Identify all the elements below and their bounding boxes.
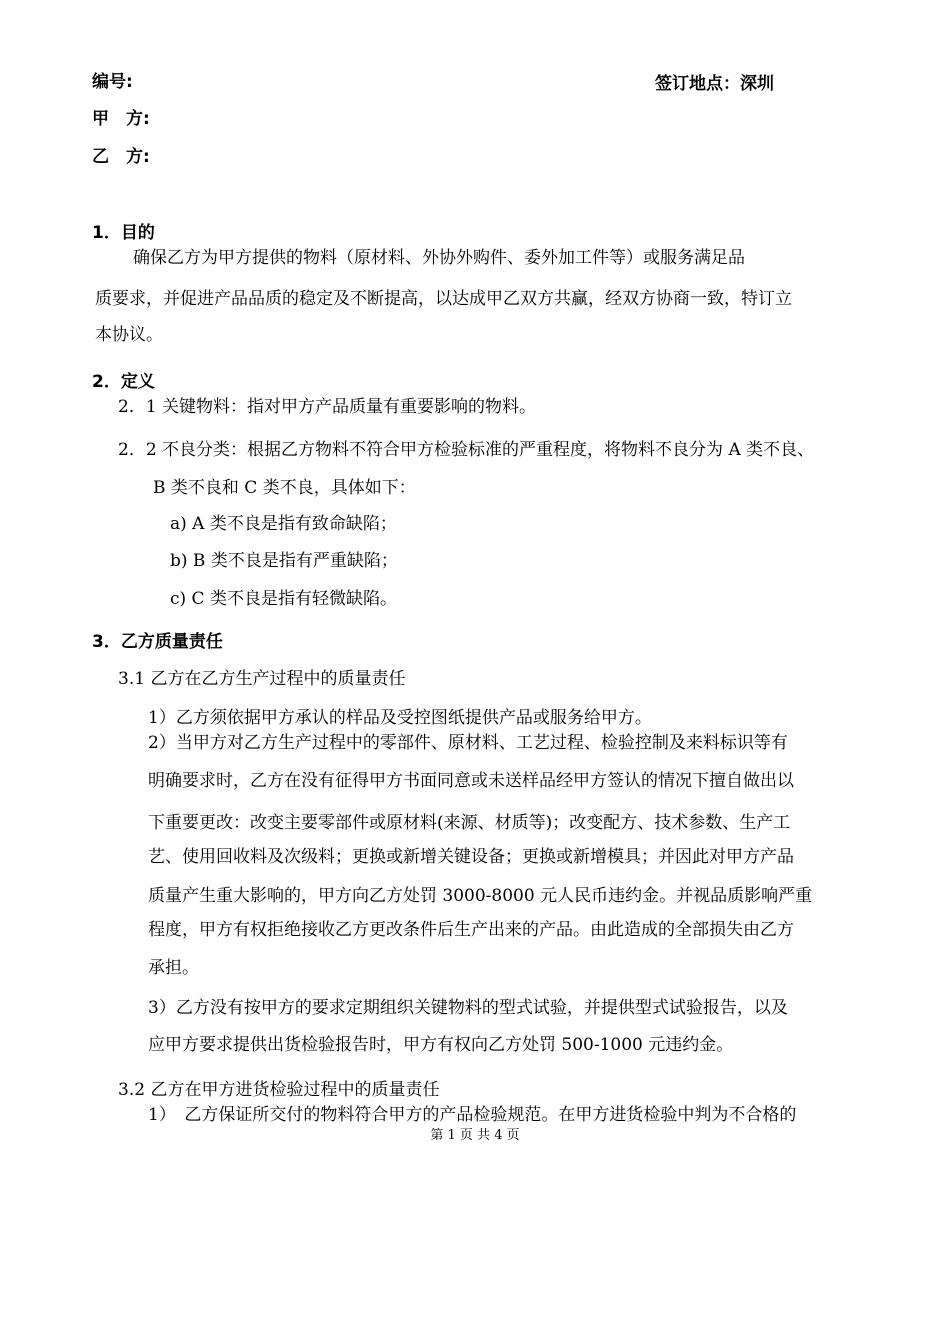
party-a-label: 甲 方: [92,109,150,129]
clause-3-1-2-line: 承担。 [148,958,199,978]
section-3-heading: 3．乙方质量责任 [92,632,223,652]
defect-class-b: b) B 类不良是指有严重缺陷； [170,551,398,571]
clause-3-1-2-line: 程度，甲方有权拒绝接收乙方更改条件后生产出来的产品。由此造成的全部损失由乙方 [148,920,794,940]
clause-3-2-1: 1） 乙方保证所交付的物料符合甲方的产品检验规范。在甲方进货检验中判为不合格的 [148,1105,797,1125]
subsection-3-2-title: 3.2 乙方在甲方进货检验过程中的质量责任 [118,1080,440,1100]
sign-place-label: 签订地点：深圳 [655,74,774,94]
clause-3-1-2-line: 质量产生重大影响的，甲方向乙方处罚 3000-8000 元人民币违约金。并视品质影响严重 [148,886,813,906]
section-1-line: 确保乙方为甲方提供的物料（原材料、外协外购件、委外加工件等）或服务满足品 [133,248,745,268]
definition-defect-class: 2．2 不良分类：根据乙方物料不符合甲方检验标准的严重程度，将物料不良分为 A 类不良、 [118,440,815,460]
clause-3-1-2-line: 下重要更改：改变主要零部件或原材料(来源、材质等)；改变配方、技术参数、生产工 [148,813,791,833]
clause-3-1-2-line: 2）当甲方对乙方生产过程中的零部件、原材料、工艺过程、检验控制及来料标识等有 [148,733,788,753]
defect-class-c: c) C 类不良是指有轻微缺陷。 [170,589,397,609]
contract-number-label: 编号: [92,72,133,92]
section-1-heading: 1．目的 [92,223,155,243]
section-2-heading: 2．定义 [92,372,155,392]
definition-key-material: 2．1 关键物料：指对甲方产品质量有重要影响的物料。 [118,397,537,417]
defect-class-a: a) A 类不良是指有致命缺陷； [170,514,397,534]
clause-3-1-3-line: 应甲方要求提供出货检验报告时，甲方有权向乙方处罚 500-1000 元违约金。 [148,1035,734,1055]
section-1-line: 本协议。 [95,325,163,345]
clause-3-1-3-line: 3）乙方没有按甲方的要求定期组织关键物料的型式试验，并提供型式试验报告，以及 [148,998,788,1018]
page-number-footer: 第 1 页 共 4 页 [430,1128,520,1143]
clause-3-1-1: 1）乙方须依据甲方承认的样品及受控图纸提供产品或服务给甲方。 [148,708,652,728]
subsection-3-1-title: 3.1 乙方在乙方生产过程中的质量责任 [118,669,406,689]
clause-3-1-2-line: 艺、使用回收料及次级料；更换或新增关键设备；更换或新增模具；并因此对甲方产品 [148,847,794,867]
clause-3-1-2-line: 明确要求时，乙方在没有征得甲方书面同意或未送样品经甲方签认的情况下擅自做出以 [148,771,794,791]
section-1-line: 质要求，并促进产品品质的稳定及不断提高，以达成甲乙双方共赢，经双方协商一致，特订立 [95,289,792,309]
definition-defect-class: B 类不良和 C 类不良，具体如下： [153,478,416,498]
party-b-label: 乙 方: [92,147,150,167]
